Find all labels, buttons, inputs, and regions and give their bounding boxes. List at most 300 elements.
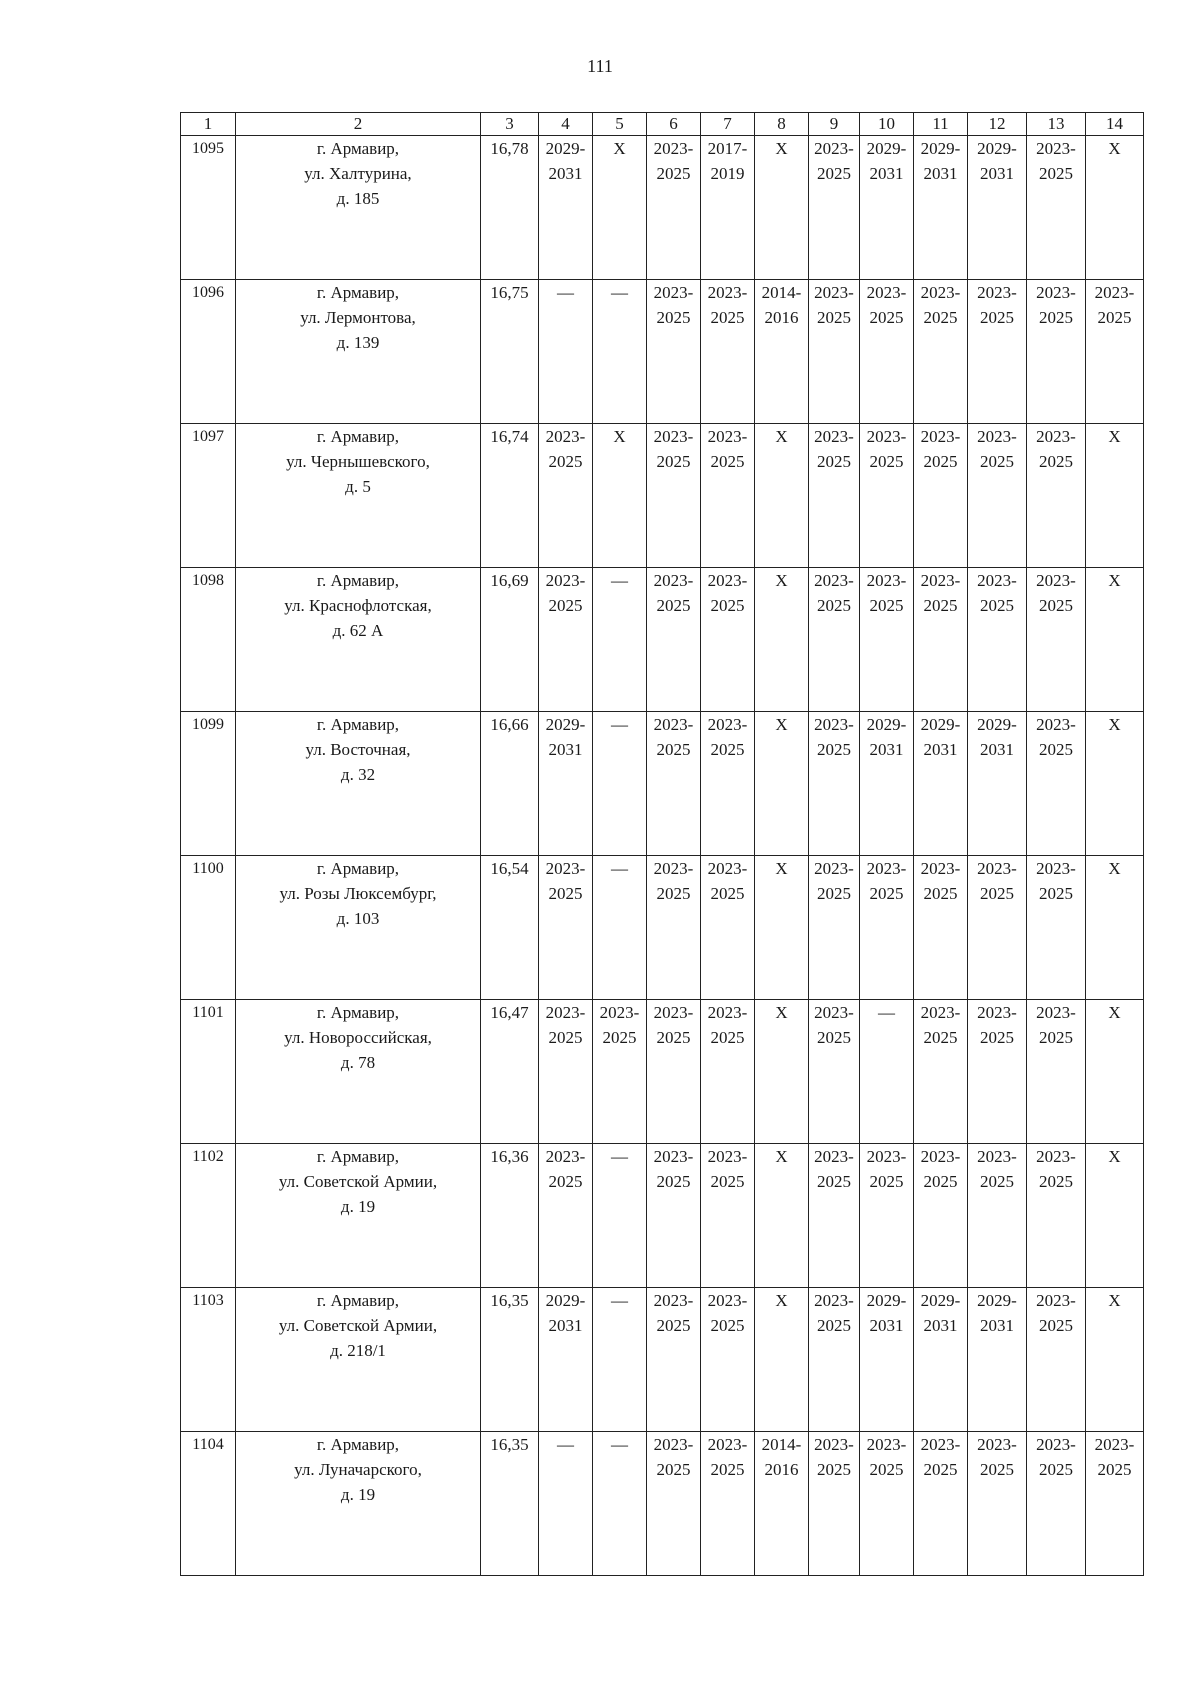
address-cell	[236, 136, 481, 280]
period-cell	[914, 1000, 968, 1144]
period-value: 2023- 2025	[866, 1147, 907, 1191]
row-number: 1096	[181, 280, 236, 424]
period-value: 2023- 2025	[814, 859, 854, 903]
period-cell	[647, 712, 701, 856]
period-cell	[701, 424, 755, 568]
period-cell	[860, 424, 914, 568]
address-line: ул. Восточная,	[305, 740, 411, 759]
period-value: 2014- 2016	[761, 1435, 802, 1479]
period-value: 2023- 2025	[814, 1291, 854, 1335]
table-row	[181, 280, 1144, 424]
period-value: 2023- 2025	[707, 427, 748, 471]
period-cell	[1027, 856, 1086, 1000]
period-value: 2023- 2025	[545, 859, 586, 903]
period-value: —	[557, 1435, 574, 1454]
period-value: 2017- 2019	[707, 139, 748, 183]
column-header: 1	[181, 113, 236, 136]
period-value: Х	[1108, 571, 1121, 590]
period-cell	[968, 280, 1027, 424]
address-line: ул. Лермонтова,	[300, 308, 416, 327]
period-cell	[1027, 424, 1086, 568]
period-cell	[914, 280, 968, 424]
period-value: 2029- 2031	[977, 139, 1017, 183]
period-cell	[701, 1288, 755, 1432]
period-cell	[860, 568, 914, 712]
period-cell	[1086, 712, 1144, 856]
table-row	[181, 1144, 1144, 1288]
period-value: Х	[775, 1147, 788, 1166]
period-value: —	[878, 1003, 895, 1022]
period-cell	[809, 1144, 860, 1288]
period-cell	[809, 136, 860, 280]
period-value: 2023- 2025	[920, 571, 961, 615]
table-row	[181, 136, 1144, 280]
period-cell	[539, 568, 593, 712]
period-value: 2023- 2025	[599, 1003, 640, 1047]
period-cell	[914, 856, 968, 1000]
period-cell	[539, 1144, 593, 1288]
period-value: 2029- 2031	[920, 139, 961, 183]
table-row	[181, 712, 1144, 856]
period-cell	[1027, 1432, 1086, 1576]
period-value: Х	[1108, 1291, 1121, 1310]
period-value: —	[611, 1291, 628, 1310]
column-header: 4	[539, 113, 593, 136]
period-cell	[914, 1144, 968, 1288]
period-value: 2023- 2025	[1036, 1435, 1076, 1479]
period-cell	[593, 1144, 647, 1288]
address-line: ул. Новороссийская,	[284, 1028, 432, 1047]
period-cell	[914, 1288, 968, 1432]
period-cell	[968, 1288, 1027, 1432]
period-value: 2029- 2031	[920, 1291, 961, 1335]
period-value: 2023- 2025	[653, 139, 694, 183]
period-value: 2023- 2025	[1036, 1291, 1076, 1335]
period-cell	[809, 280, 860, 424]
period-value: Х	[1108, 859, 1121, 878]
period-value: Х	[775, 859, 788, 878]
period-cell	[593, 424, 647, 568]
period-value: 2023- 2025	[707, 571, 748, 615]
address-line: д. 218/1	[330, 1341, 386, 1360]
period-value: 2023- 2025	[866, 283, 907, 327]
address-line: ул. Розы Люксембург,	[279, 884, 437, 903]
period-value: Х	[613, 139, 626, 158]
table-row	[181, 1288, 1144, 1432]
row-number: 1097	[181, 424, 236, 568]
period-value: 2023- 2025	[545, 571, 586, 615]
address-line: г. Армавир,	[316, 859, 400, 878]
address-line: г. Армавир,	[316, 1435, 400, 1454]
period-cell	[914, 136, 968, 280]
period-cell	[968, 424, 1027, 568]
address-line: ул. Советской Армии,	[278, 1172, 438, 1191]
address-cell	[236, 856, 481, 1000]
period-cell	[914, 424, 968, 568]
period-cell	[593, 1000, 647, 1144]
address-line: ул. Советской Армии,	[278, 1316, 438, 1335]
period-cell	[968, 1000, 1027, 1144]
value-cell: 16,35	[481, 1432, 539, 1576]
address-cell	[236, 1000, 481, 1144]
address-cell	[236, 280, 481, 424]
period-cell	[968, 1144, 1027, 1288]
period-cell	[755, 856, 809, 1000]
value-cell: 16,75	[481, 280, 539, 424]
period-value: 2023- 2025	[653, 1435, 694, 1479]
period-cell	[1027, 280, 1086, 424]
period-cell	[701, 1432, 755, 1576]
period-cell	[860, 1432, 914, 1576]
period-value: 2023- 2025	[653, 1147, 694, 1191]
period-cell	[539, 1000, 593, 1144]
period-value: 2023- 2025	[920, 1147, 961, 1191]
address-cell	[236, 712, 481, 856]
period-cell	[968, 568, 1027, 712]
table-row	[181, 1432, 1144, 1576]
period-cell	[701, 1144, 755, 1288]
column-header: 14	[1086, 113, 1144, 136]
table-body	[181, 136, 1144, 1576]
period-cell	[755, 136, 809, 280]
period-value: 2014- 2016	[761, 283, 802, 327]
period-cell	[809, 568, 860, 712]
column-header: 6	[647, 113, 701, 136]
value-cell: 16,69	[481, 568, 539, 712]
period-value: 2023- 2025	[653, 427, 694, 471]
table-row	[181, 568, 1144, 712]
column-header: 5	[593, 113, 647, 136]
period-value: —	[611, 1147, 628, 1166]
period-cell	[968, 712, 1027, 856]
period-cell	[1086, 1432, 1144, 1576]
period-value: 2023- 2025	[814, 715, 854, 759]
address-line: д. 19	[340, 1197, 376, 1216]
period-cell	[809, 1000, 860, 1144]
page-number: 111	[587, 56, 613, 76]
row-number: 1098	[181, 568, 236, 712]
period-value: 2023- 2025	[707, 1435, 748, 1479]
period-value: 2023- 2025	[977, 427, 1017, 471]
period-value: 2023- 2025	[866, 1435, 907, 1479]
address-line: г. Армавир,	[316, 1147, 400, 1166]
period-value: 2023- 2025	[920, 283, 961, 327]
period-value: 2029- 2031	[866, 139, 907, 183]
value-cell: 16,54	[481, 856, 539, 1000]
period-value: 2023- 2025	[920, 1003, 961, 1047]
period-value: 2023- 2025	[1036, 427, 1076, 471]
period-value: 2023- 2025	[977, 1435, 1017, 1479]
period-value: Х	[1108, 1147, 1121, 1166]
period-cell	[539, 136, 593, 280]
period-value: 2023- 2025	[977, 571, 1017, 615]
column-header: 10	[860, 113, 914, 136]
period-cell	[860, 712, 914, 856]
address-cell	[236, 1432, 481, 1576]
row-number: 1099	[181, 712, 236, 856]
period-cell	[860, 1144, 914, 1288]
period-cell	[755, 1000, 809, 1144]
column-number-header-row	[181, 113, 1144, 136]
period-cell	[755, 1288, 809, 1432]
period-cell	[755, 1432, 809, 1576]
period-value: 2023- 2025	[920, 427, 961, 471]
period-cell	[647, 1432, 701, 1576]
period-value: 2023- 2025	[920, 859, 961, 903]
period-value: 2023- 2025	[977, 859, 1017, 903]
period-cell	[647, 1144, 701, 1288]
period-value: Х	[1108, 427, 1121, 446]
address-cell	[236, 424, 481, 568]
period-value: 2023- 2025	[653, 715, 694, 759]
period-cell	[701, 1000, 755, 1144]
period-value: 2029- 2031	[545, 1291, 586, 1335]
address-cell	[236, 1288, 481, 1432]
period-value: 2023- 2025	[866, 427, 907, 471]
address-line: д. 5	[345, 477, 371, 496]
value-cell: 16,78	[481, 136, 539, 280]
period-cell	[593, 712, 647, 856]
period-value: 2029- 2031	[866, 1291, 907, 1335]
period-value: Х	[775, 139, 788, 158]
address-line: г. Армавир,	[316, 1003, 400, 1022]
address-line: г. Армавир,	[316, 715, 400, 734]
period-value: 2023- 2025	[545, 427, 586, 471]
period-cell	[860, 856, 914, 1000]
period-value: 2023- 2025	[920, 1435, 961, 1479]
period-cell	[647, 568, 701, 712]
period-value: —	[611, 859, 628, 878]
period-value: Х	[775, 715, 788, 734]
period-cell	[701, 856, 755, 1000]
address-line: г. Армавир,	[316, 139, 400, 158]
period-value: —	[557, 283, 574, 302]
value-cell: 16,74	[481, 424, 539, 568]
address-line: д. 185	[336, 189, 380, 208]
period-value: 2023- 2025	[1036, 859, 1076, 903]
address-line: ул. Краснофлотская,	[284, 596, 432, 615]
period-cell	[1027, 1144, 1086, 1288]
period-cell	[647, 856, 701, 1000]
period-cell	[809, 424, 860, 568]
period-cell	[647, 1000, 701, 1144]
address-line: д. 103	[336, 909, 380, 928]
period-cell	[1086, 424, 1144, 568]
period-cell	[914, 712, 968, 856]
period-value: 2023- 2025	[653, 283, 694, 327]
period-value: 2023- 2025	[814, 427, 854, 471]
period-cell	[1027, 1288, 1086, 1432]
period-value: 2023- 2025	[1036, 283, 1076, 327]
period-value: 2023- 2025	[814, 283, 854, 327]
period-cell	[647, 1288, 701, 1432]
period-value: 2023- 2025	[653, 571, 694, 615]
address-line: ул. Луначарского,	[294, 1460, 422, 1479]
address-line: г. Армавир,	[316, 283, 400, 302]
period-value: 2023- 2025	[707, 1291, 748, 1335]
period-cell	[701, 136, 755, 280]
period-cell	[647, 424, 701, 568]
address-cell	[236, 568, 481, 712]
row-number: 1103	[181, 1288, 236, 1432]
period-value: Х	[775, 1291, 788, 1310]
period-value: 2029- 2031	[545, 715, 586, 759]
period-value: 2023- 2025	[1036, 715, 1076, 759]
period-cell	[593, 280, 647, 424]
period-value: 2023- 2025	[814, 1003, 854, 1047]
period-cell	[1027, 568, 1086, 712]
column-header: 3	[481, 113, 539, 136]
period-value: 2023- 2025	[545, 1147, 586, 1191]
address-line: ул. Чернышевского,	[286, 452, 430, 471]
period-value: 2023- 2025	[977, 1147, 1017, 1191]
period-value: 2023- 2025	[1094, 283, 1135, 327]
period-value: 2023- 2025	[814, 571, 854, 615]
period-cell	[701, 568, 755, 712]
period-value: 2023- 2025	[1036, 1003, 1076, 1047]
period-cell	[860, 1000, 914, 1144]
period-value: 2023- 2025	[977, 1003, 1017, 1047]
period-value: 2023- 2025	[1094, 1435, 1135, 1479]
period-value: 2023- 2025	[653, 1291, 694, 1335]
row-number: 1104	[181, 1432, 236, 1576]
period-cell	[968, 136, 1027, 280]
period-cell	[539, 280, 593, 424]
address-line: г. Армавир,	[316, 427, 400, 446]
period-cell	[809, 1432, 860, 1576]
period-cell	[809, 856, 860, 1000]
row-number: 1101	[181, 1000, 236, 1144]
period-cell	[593, 856, 647, 1000]
period-cell	[539, 856, 593, 1000]
period-cell	[701, 712, 755, 856]
period-cell	[701, 280, 755, 424]
period-value: 2029- 2031	[920, 715, 961, 759]
address-line: г. Армавир,	[316, 571, 400, 590]
column-header: 13	[1027, 113, 1086, 136]
address-line: д. 62 А	[332, 621, 384, 640]
period-value: 2023- 2025	[814, 1435, 854, 1479]
column-header: 8	[755, 113, 809, 136]
period-cell	[914, 568, 968, 712]
period-cell	[755, 424, 809, 568]
column-header: 12	[968, 113, 1027, 136]
period-value: 2029- 2031	[977, 1291, 1017, 1335]
address-line: ул. Халтурина,	[304, 164, 412, 183]
period-value: 2023- 2025	[707, 283, 748, 327]
period-value: 2023- 2025	[866, 571, 907, 615]
value-cell: 16,66	[481, 712, 539, 856]
period-cell	[593, 1288, 647, 1432]
period-cell	[1086, 1000, 1144, 1144]
period-value: 2029- 2031	[977, 715, 1017, 759]
period-cell	[968, 856, 1027, 1000]
address-line: г. Армавир,	[316, 1291, 400, 1310]
period-value: 2023- 2025	[814, 139, 854, 183]
period-cell	[809, 1288, 860, 1432]
period-value: Х	[613, 427, 626, 446]
period-value: Х	[1108, 715, 1121, 734]
row-number: 1100	[181, 856, 236, 1000]
period-value: 2029- 2031	[545, 139, 586, 183]
period-value: 2023- 2025	[866, 859, 907, 903]
address-line: д. 78	[340, 1053, 376, 1072]
period-cell	[1027, 136, 1086, 280]
period-cell	[647, 280, 701, 424]
address-cell	[236, 1144, 481, 1288]
period-cell	[1086, 1144, 1144, 1288]
column-header: 11	[914, 113, 968, 136]
address-line: д. 32	[340, 765, 376, 784]
period-value: 2023- 2025	[1036, 139, 1076, 183]
period-value: Х	[775, 571, 788, 590]
period-value: 2023- 2025	[1036, 1147, 1076, 1191]
period-cell	[539, 424, 593, 568]
table-row	[181, 856, 1144, 1000]
period-cell	[755, 712, 809, 856]
period-value: Х	[775, 427, 788, 446]
period-value: 2029- 2031	[866, 715, 907, 759]
column-header: 7	[701, 113, 755, 136]
period-cell	[539, 1432, 593, 1576]
period-value: 2023- 2025	[1036, 571, 1076, 615]
period-cell	[593, 568, 647, 712]
period-value: 2023- 2025	[707, 859, 748, 903]
period-value: —	[611, 1435, 628, 1454]
value-cell: 16,47	[481, 1000, 539, 1144]
period-value: 2023- 2025	[707, 1147, 748, 1191]
period-cell	[1086, 568, 1144, 712]
row-number: 1102	[181, 1144, 236, 1288]
period-cell	[755, 1144, 809, 1288]
period-value: 2023- 2025	[814, 1147, 854, 1191]
period-value: Х	[1108, 1003, 1121, 1022]
period-cell	[539, 1288, 593, 1432]
table-row	[181, 424, 1144, 568]
column-header: 9	[809, 113, 860, 136]
period-value: 2023- 2025	[545, 1003, 586, 1047]
housing-schedule-table	[180, 112, 1144, 1576]
period-value: Х	[1108, 139, 1121, 158]
period-cell	[1086, 136, 1144, 280]
period-cell	[968, 1432, 1027, 1576]
period-cell	[1027, 712, 1086, 856]
period-cell	[860, 136, 914, 280]
address-line: д. 19	[340, 1485, 376, 1504]
column-header: 2	[236, 113, 481, 136]
period-value: —	[611, 715, 628, 734]
period-cell	[1086, 1288, 1144, 1432]
value-cell: 16,35	[481, 1288, 539, 1432]
period-value: Х	[775, 1003, 788, 1022]
period-cell	[593, 136, 647, 280]
period-value: 2023- 2025	[707, 1003, 748, 1047]
period-cell	[809, 712, 860, 856]
period-cell	[914, 1432, 968, 1576]
period-cell	[860, 280, 914, 424]
period-value: —	[611, 283, 628, 302]
period-cell	[755, 568, 809, 712]
address-line: д. 139	[336, 333, 380, 352]
period-value: —	[611, 571, 628, 590]
period-cell	[1086, 856, 1144, 1000]
period-cell	[860, 1288, 914, 1432]
value-cell: 16,36	[481, 1144, 539, 1288]
period-cell	[647, 136, 701, 280]
period-value: 2023- 2025	[653, 1003, 694, 1047]
period-cell	[1086, 280, 1144, 424]
period-cell	[755, 280, 809, 424]
